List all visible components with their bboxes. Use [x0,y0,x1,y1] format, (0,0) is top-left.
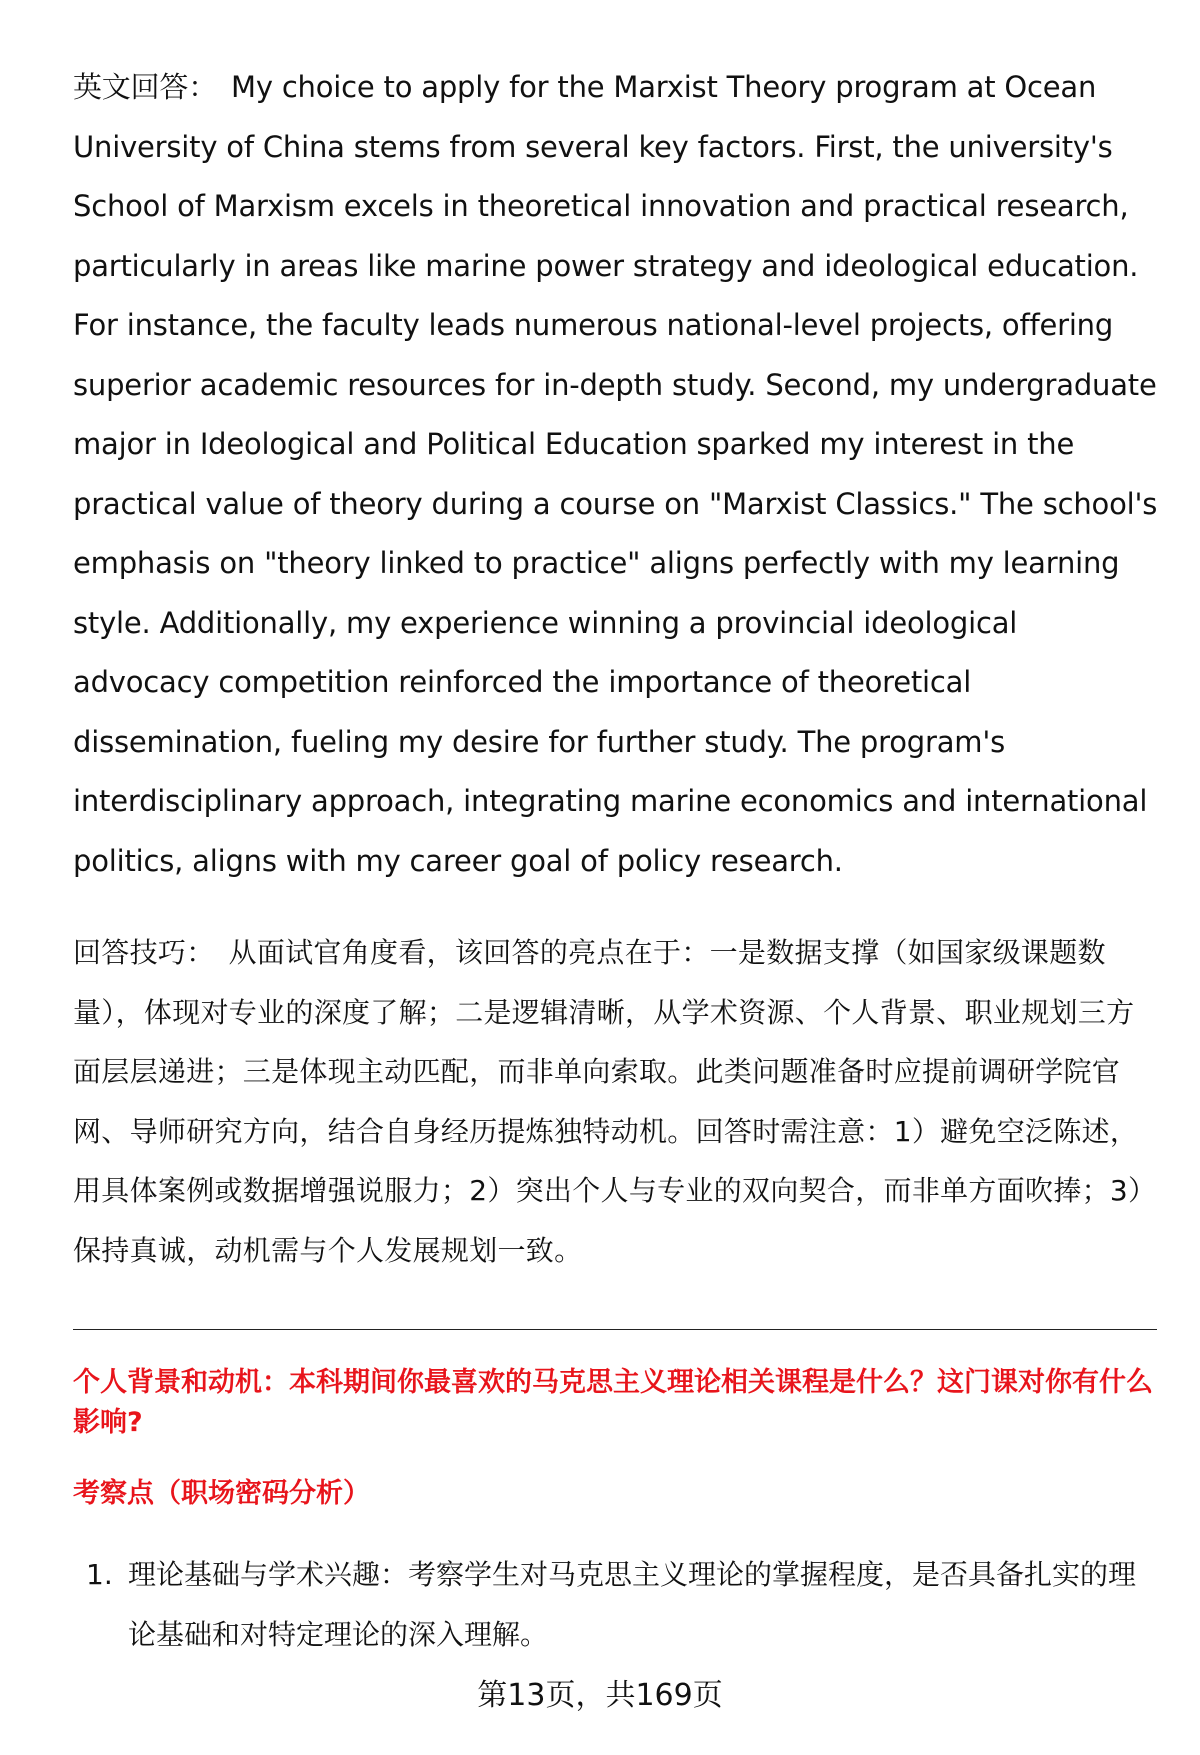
section-heading: 考察点（职场密码分析） [73,1478,370,1509]
list-item-number: 1. [86,1558,113,1591]
divider [73,1329,1157,1330]
english-answer-text: My choice to apply for the Marxist Theory program at Ocean University of China stems from several key factors. First, the university's School of Marxism excels in theoretical innovation and practical research, particularly in areas like marine power strategy and ideological education. For instance, the faculty leads numerous national-level projects, offering superior academic resources for in-depth study. Second, my undergraduate major in Ideological and Political Education sparked my interest in the practical value of theory during a course on "Marxist Classics." The school's emphasis on "theory linked to practice" aligns perfectly with my learning style. Additionally, my experience winning a provincial ideological advocacy competition reinforced the importance of theoretical dissemination, fueling my desire for further study. The program's interdisciplinary approach, integrating marine economics and international politics, aligns with my career goal of policy research. [73,70,1158,878]
answer-tips-label: 回答技巧： [73,936,215,969]
list-item [86,1545,1156,1664]
question-heading: 个人背景和动机：本科期间你最喜欢的马克思主义理论相关课程是什么？这门课对你有什么影响? [73,1367,1153,1438]
points-list [86,1545,1156,1664]
english-answer [73,58,1158,891]
list-item-text: 理论基础与学术兴趣：考察学生对马克思主义理论的掌握程度，是否具备扎实的理论基础和对特定理论的深入理解。 [128,1558,1137,1651]
page-footer: 第13页，共169页 [477,1678,723,1713]
answer-tips-text: 从面试官角度看，该回答的亮点在于：一是数据支撑（如国家级课题数量），体现对专业的深度了解；二是逻辑清晰，从学术资源、个人背景、职业规划三方面层层递进；三是体现主动匹配，而非单向索取。此类问题准备时应提前调研学院官网、导师研究方向，结合自身经历提炼独特动机。回答时需注意：1）避免空泛陈述，用具体案例或数据增强说服力；2）突出个人与专业的双向契合，而非单方面吹捧；3）保持真诚，动机需与个人发展规划一致。 [73,936,1157,1267]
answer-tips [73,923,1158,1280]
english-answer-label: 英文回答： [73,70,218,104]
